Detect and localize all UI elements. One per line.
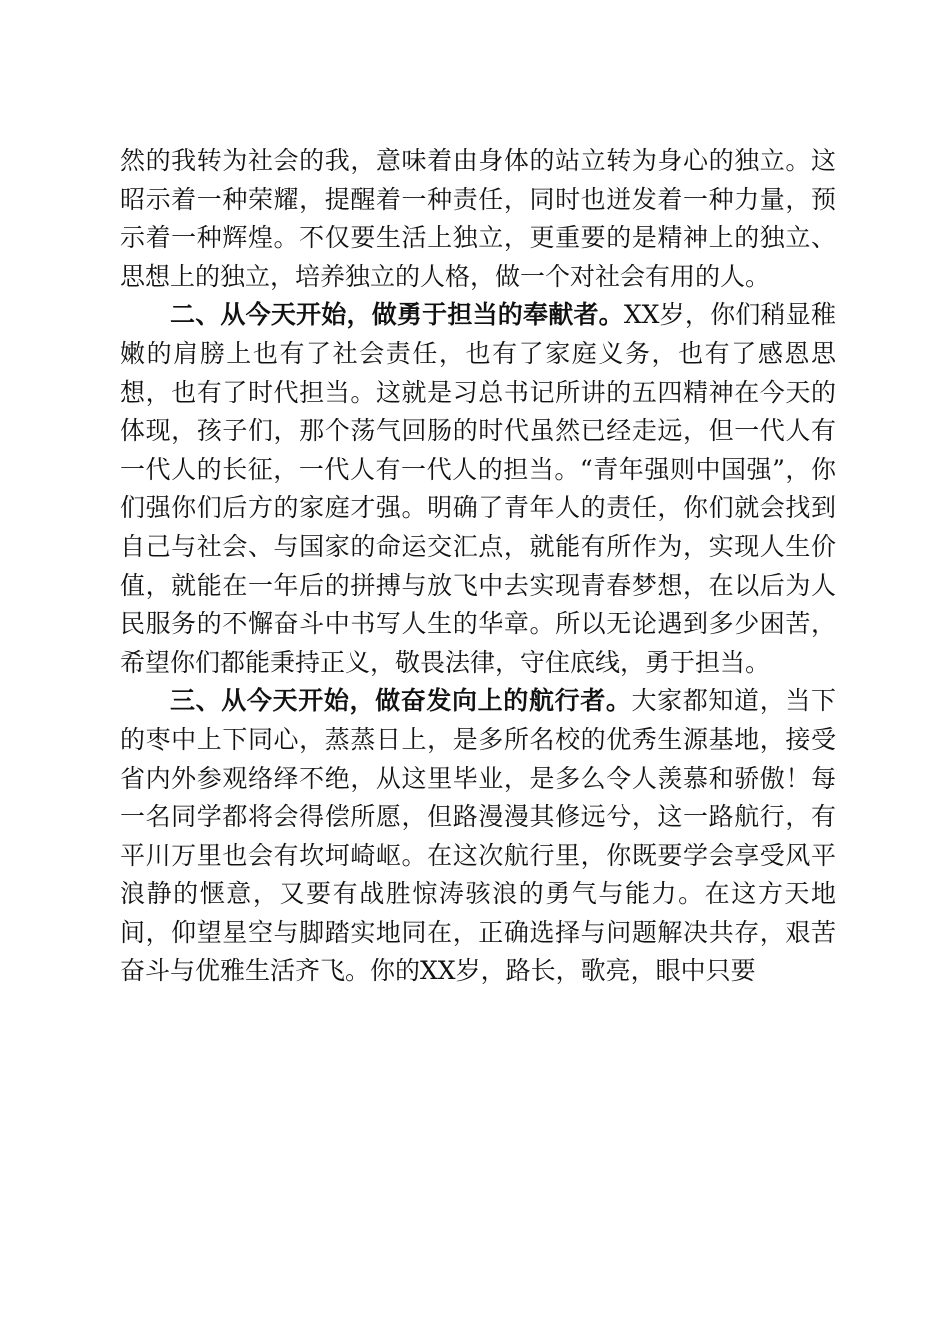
paragraph-text: 然的我转为社会的我，意味着由身体的站立转为身心的独立。这昭示着一种荣耀，提醒着一种责任，同时也迸发着一种力量，预示着一种辉煌。不仅要生活上独立，更重要的是精神上的独立、思想上的独立，培养独立的人格，做一个对社会有用的人。 (120, 146, 836, 291)
paragraph-section-two (120, 296, 836, 682)
document-body (120, 142, 836, 991)
paragraph-section-three (120, 682, 836, 991)
paragraph-text: XX岁，你们稍显稚嫩的肩膀上也有了社会责任，也有了家庭义务，也有了感恩思想，也有了时代担当。这就是习总书记所讲的五四精神在今天的体现，孩子们，那个荡气回肠的时代虽然已经走远，但一代人有一代人的长征，一代人有一代人的担当。“青年强则中国强”，你们强你们后方的家庭才强。明确了青年人的责任，你们就会找到自己与社会、与国家的命运交汇点，就能有所作为，实现人生价值，就能在一年后的拼搏与放飞中去实现青春梦想，在以后为人民服务的不懈奋斗中书写人生的华章。所以无论遇到多少困苦，希望你们都能秉持正义，敬畏法律，守住底线，勇于担当。 (120, 300, 836, 677)
paragraph-continuation (120, 142, 836, 296)
section-heading: 二、从今天开始，做勇于担当的奉献者。 (170, 300, 624, 330)
section-heading: 三、从今天开始，做奋发向上的航行者。 (170, 686, 632, 716)
paragraph-text: 大家都知道，当下的枣中上下同心，蒸蒸日上，是多所名校的优秀生源基地，接受省内外参观络绎不绝，从这里毕业，是多么令人羡慕和骄傲！每一名同学都将会得偿所愿，但路漫漫其修远兮，这一路航行，有平川万里也会有坎坷崎岖。在这次航行里，你既要学会享受风平浪静的惬意，又要有战胜惊涛骇浪的勇气与能力。在这方天地间，仰望星空与脚踏实地同在，正确选择与问题解决共存，艰苦奋斗与优雅生活齐飞。你的XX岁，路长，歌亮，眼中只要 (120, 686, 836, 986)
